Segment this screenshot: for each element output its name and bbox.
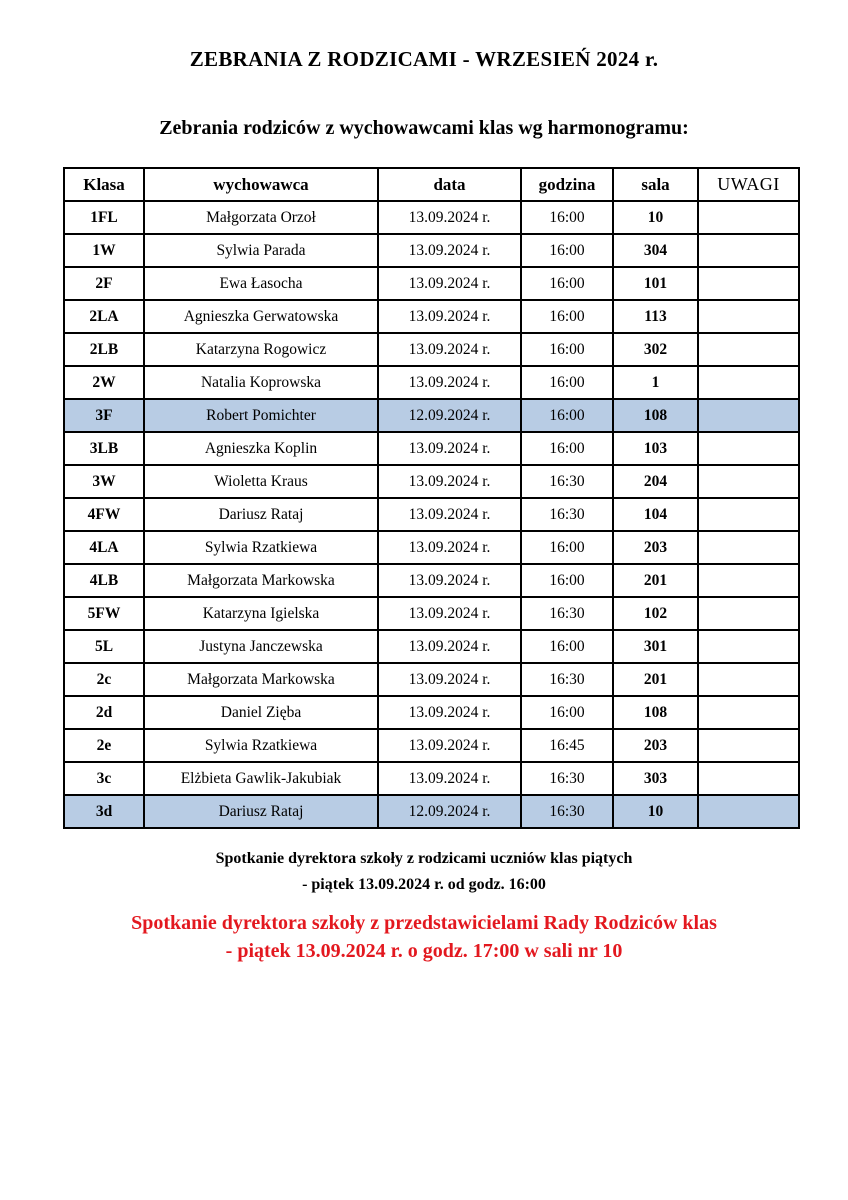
header-uwagi: UWAGI [698, 168, 799, 201]
table-row [64, 465, 799, 498]
cell-klasa: 1W [64, 234, 144, 267]
cell-sala: 1 [613, 366, 698, 399]
cell-wychowawca: Małgorzata Markowska [144, 663, 378, 696]
table-row [64, 267, 799, 300]
cell-data: 13.09.2024 r. [378, 366, 521, 399]
cell-uwagi [698, 729, 799, 762]
cell-godzina: 16:00 [521, 399, 613, 432]
cell-data: 13.09.2024 r. [378, 201, 521, 234]
cell-klasa: 1FL [64, 201, 144, 234]
cell-klasa: 5L [64, 630, 144, 663]
cell-klasa: 3W [64, 465, 144, 498]
cell-godzina: 16:00 [521, 564, 613, 597]
notes-section [0, 846, 848, 965]
council-note-line2: - piątek 13.09.2024 r. o godz. 17:00 w sali nr 10 [225, 940, 623, 962]
cell-godzina: 16:00 [521, 333, 613, 366]
council-meeting-note [0, 909, 848, 965]
cell-sala: 104 [613, 498, 698, 531]
cell-klasa: 5FW [64, 597, 144, 630]
cell-wychowawca: Wioletta Kraus [144, 465, 378, 498]
table-row [64, 399, 799, 432]
table-row [64, 432, 799, 465]
cell-klasa: 2F [64, 267, 144, 300]
table-row [64, 498, 799, 531]
cell-sala: 201 [613, 564, 698, 597]
cell-data: 12.09.2024 r. [378, 795, 521, 828]
cell-wychowawca: Sylwia Rzatkiewa [144, 729, 378, 762]
cell-godzina: 16:30 [521, 663, 613, 696]
cell-wychowawca: Dariusz Rataj [144, 795, 378, 828]
cell-wychowawca: Małgorzata Orzoł [144, 201, 378, 234]
cell-klasa: 3d [64, 795, 144, 828]
cell-sala: 303 [613, 762, 698, 795]
grade5-meeting-note [0, 846, 848, 898]
cell-sala: 108 [613, 399, 698, 432]
council-note-line1: Spotkanie dyrektora szkoły z przedstawicielami Rady Rodziców klas [131, 912, 717, 934]
cell-wychowawca: Katarzyna Rogowicz [144, 333, 378, 366]
header-sala: sala [613, 168, 698, 201]
cell-klasa: 2c [64, 663, 144, 696]
cell-data: 13.09.2024 r. [378, 465, 521, 498]
cell-sala: 103 [613, 432, 698, 465]
cell-wychowawca: Elżbieta Gawlik-Jakubiak [144, 762, 378, 795]
cell-uwagi [698, 663, 799, 696]
cell-data: 13.09.2024 r. [378, 531, 521, 564]
cell-godzina: 16:00 [521, 366, 613, 399]
cell-uwagi [698, 531, 799, 564]
table-row [64, 597, 799, 630]
cell-godzina: 16:00 [521, 234, 613, 267]
cell-wychowawca: Agnieszka Gerwatowska [144, 300, 378, 333]
cell-godzina: 16:30 [521, 465, 613, 498]
cell-data: 13.09.2024 r. [378, 729, 521, 762]
page-title: ZEBRANIA Z RODZICAMI - WRZESIEŃ 2024 r. [189, 47, 659, 71]
cell-uwagi [698, 399, 799, 432]
cell-uwagi [698, 564, 799, 597]
table-row [64, 333, 799, 366]
cell-klasa: 4LA [64, 531, 144, 564]
cell-uwagi [698, 696, 799, 729]
table-row [64, 663, 799, 696]
schedule-table [63, 167, 800, 829]
table-row [64, 366, 799, 399]
cell-godzina: 16:00 [521, 201, 613, 234]
cell-sala: 108 [613, 696, 698, 729]
schedule-table-body [64, 201, 799, 828]
cell-godzina: 16:00 [521, 432, 613, 465]
cell-data: 13.09.2024 r. [378, 498, 521, 531]
table-row [64, 762, 799, 795]
cell-uwagi [698, 597, 799, 630]
cell-uwagi [698, 267, 799, 300]
cell-sala: 203 [613, 729, 698, 762]
cell-data: 13.09.2024 r. [378, 267, 521, 300]
table-row [64, 531, 799, 564]
cell-godzina: 16:30 [521, 795, 613, 828]
cell-uwagi [698, 762, 799, 795]
cell-data: 12.09.2024 r. [378, 399, 521, 432]
cell-godzina: 16:00 [521, 267, 613, 300]
cell-godzina: 16:00 [521, 300, 613, 333]
cell-klasa: 2LA [64, 300, 144, 333]
cell-uwagi [698, 795, 799, 828]
cell-sala: 101 [613, 267, 698, 300]
cell-data: 13.09.2024 r. [378, 432, 521, 465]
grade5-note-line1: Spotkanie dyrektora szkoły z rodzicami uczniów klas piątych [215, 850, 633, 867]
cell-sala: 113 [613, 300, 698, 333]
cell-klasa: 2e [64, 729, 144, 762]
cell-wychowawca: Katarzyna Igielska [144, 597, 378, 630]
table-row [64, 300, 799, 333]
cell-klasa: 3c [64, 762, 144, 795]
cell-data: 13.09.2024 r. [378, 234, 521, 267]
table-row [64, 729, 799, 762]
header-klasa: Klasa [64, 168, 144, 201]
header-wychowawca: wychowawca [144, 168, 378, 201]
cell-uwagi [698, 366, 799, 399]
cell-sala: 203 [613, 531, 698, 564]
cell-data: 13.09.2024 r. [378, 630, 521, 663]
table-row [64, 564, 799, 597]
cell-sala: 10 [613, 795, 698, 828]
cell-wychowawca: Ewa Łasocha [144, 267, 378, 300]
cell-data: 13.09.2024 r. [378, 597, 521, 630]
cell-sala: 102 [613, 597, 698, 630]
cell-klasa: 4LB [64, 564, 144, 597]
cell-data: 13.09.2024 r. [378, 696, 521, 729]
cell-wychowawca: Natalia Koprowska [144, 366, 378, 399]
cell-klasa: 3F [64, 399, 144, 432]
table-row [64, 234, 799, 267]
cell-klasa: 2d [64, 696, 144, 729]
cell-klasa: 3LB [64, 432, 144, 465]
cell-wychowawca: Sylwia Parada [144, 234, 378, 267]
cell-wychowawca: Daniel Zięba [144, 696, 378, 729]
cell-godzina: 16:00 [521, 531, 613, 564]
cell-wychowawca: Justyna Janczewska [144, 630, 378, 663]
cell-klasa: 2LB [64, 333, 144, 366]
cell-data: 13.09.2024 r. [378, 300, 521, 333]
header-godzina: godzina [521, 168, 613, 201]
page-subtitle: Zebrania rodziców z wychowawcami klas wg harmonogramu: [159, 117, 689, 139]
cell-uwagi [698, 201, 799, 234]
cell-godzina: 16:45 [521, 729, 613, 762]
grade5-note-line2: - piątek 13.09.2024 r. od godz. 16:00 [302, 876, 546, 893]
cell-wychowawca: Agnieszka Koplin [144, 432, 378, 465]
header-data: data [378, 168, 521, 201]
cell-sala: 302 [613, 333, 698, 366]
cell-data: 13.09.2024 r. [378, 762, 521, 795]
cell-uwagi [698, 300, 799, 333]
cell-sala: 304 [613, 234, 698, 267]
cell-uwagi [698, 432, 799, 465]
cell-godzina: 16:30 [521, 498, 613, 531]
table-row [64, 201, 799, 234]
cell-klasa: 4FW [64, 498, 144, 531]
cell-wychowawca: Małgorzata Markowska [144, 564, 378, 597]
cell-godzina: 16:00 [521, 630, 613, 663]
cell-godzina: 16:30 [521, 597, 613, 630]
cell-sala: 301 [613, 630, 698, 663]
cell-uwagi [698, 333, 799, 366]
table-row [64, 795, 799, 828]
cell-sala: 201 [613, 663, 698, 696]
table-header-row [64, 168, 799, 201]
cell-wychowawca: Sylwia Rzatkiewa [144, 531, 378, 564]
cell-data: 13.09.2024 r. [378, 564, 521, 597]
cell-godzina: 16:30 [521, 762, 613, 795]
cell-sala: 10 [613, 201, 698, 234]
cell-godzina: 16:00 [521, 696, 613, 729]
table-row [64, 630, 799, 663]
cell-data: 13.09.2024 r. [378, 333, 521, 366]
cell-uwagi [698, 630, 799, 663]
cell-uwagi [698, 465, 799, 498]
cell-wychowawca: Robert Pomichter [144, 399, 378, 432]
cell-sala: 204 [613, 465, 698, 498]
cell-klasa: 2W [64, 366, 144, 399]
cell-uwagi [698, 498, 799, 531]
cell-wychowawca: Dariusz Rataj [144, 498, 378, 531]
table-row [64, 696, 799, 729]
cell-uwagi [698, 234, 799, 267]
cell-data: 13.09.2024 r. [378, 663, 521, 696]
